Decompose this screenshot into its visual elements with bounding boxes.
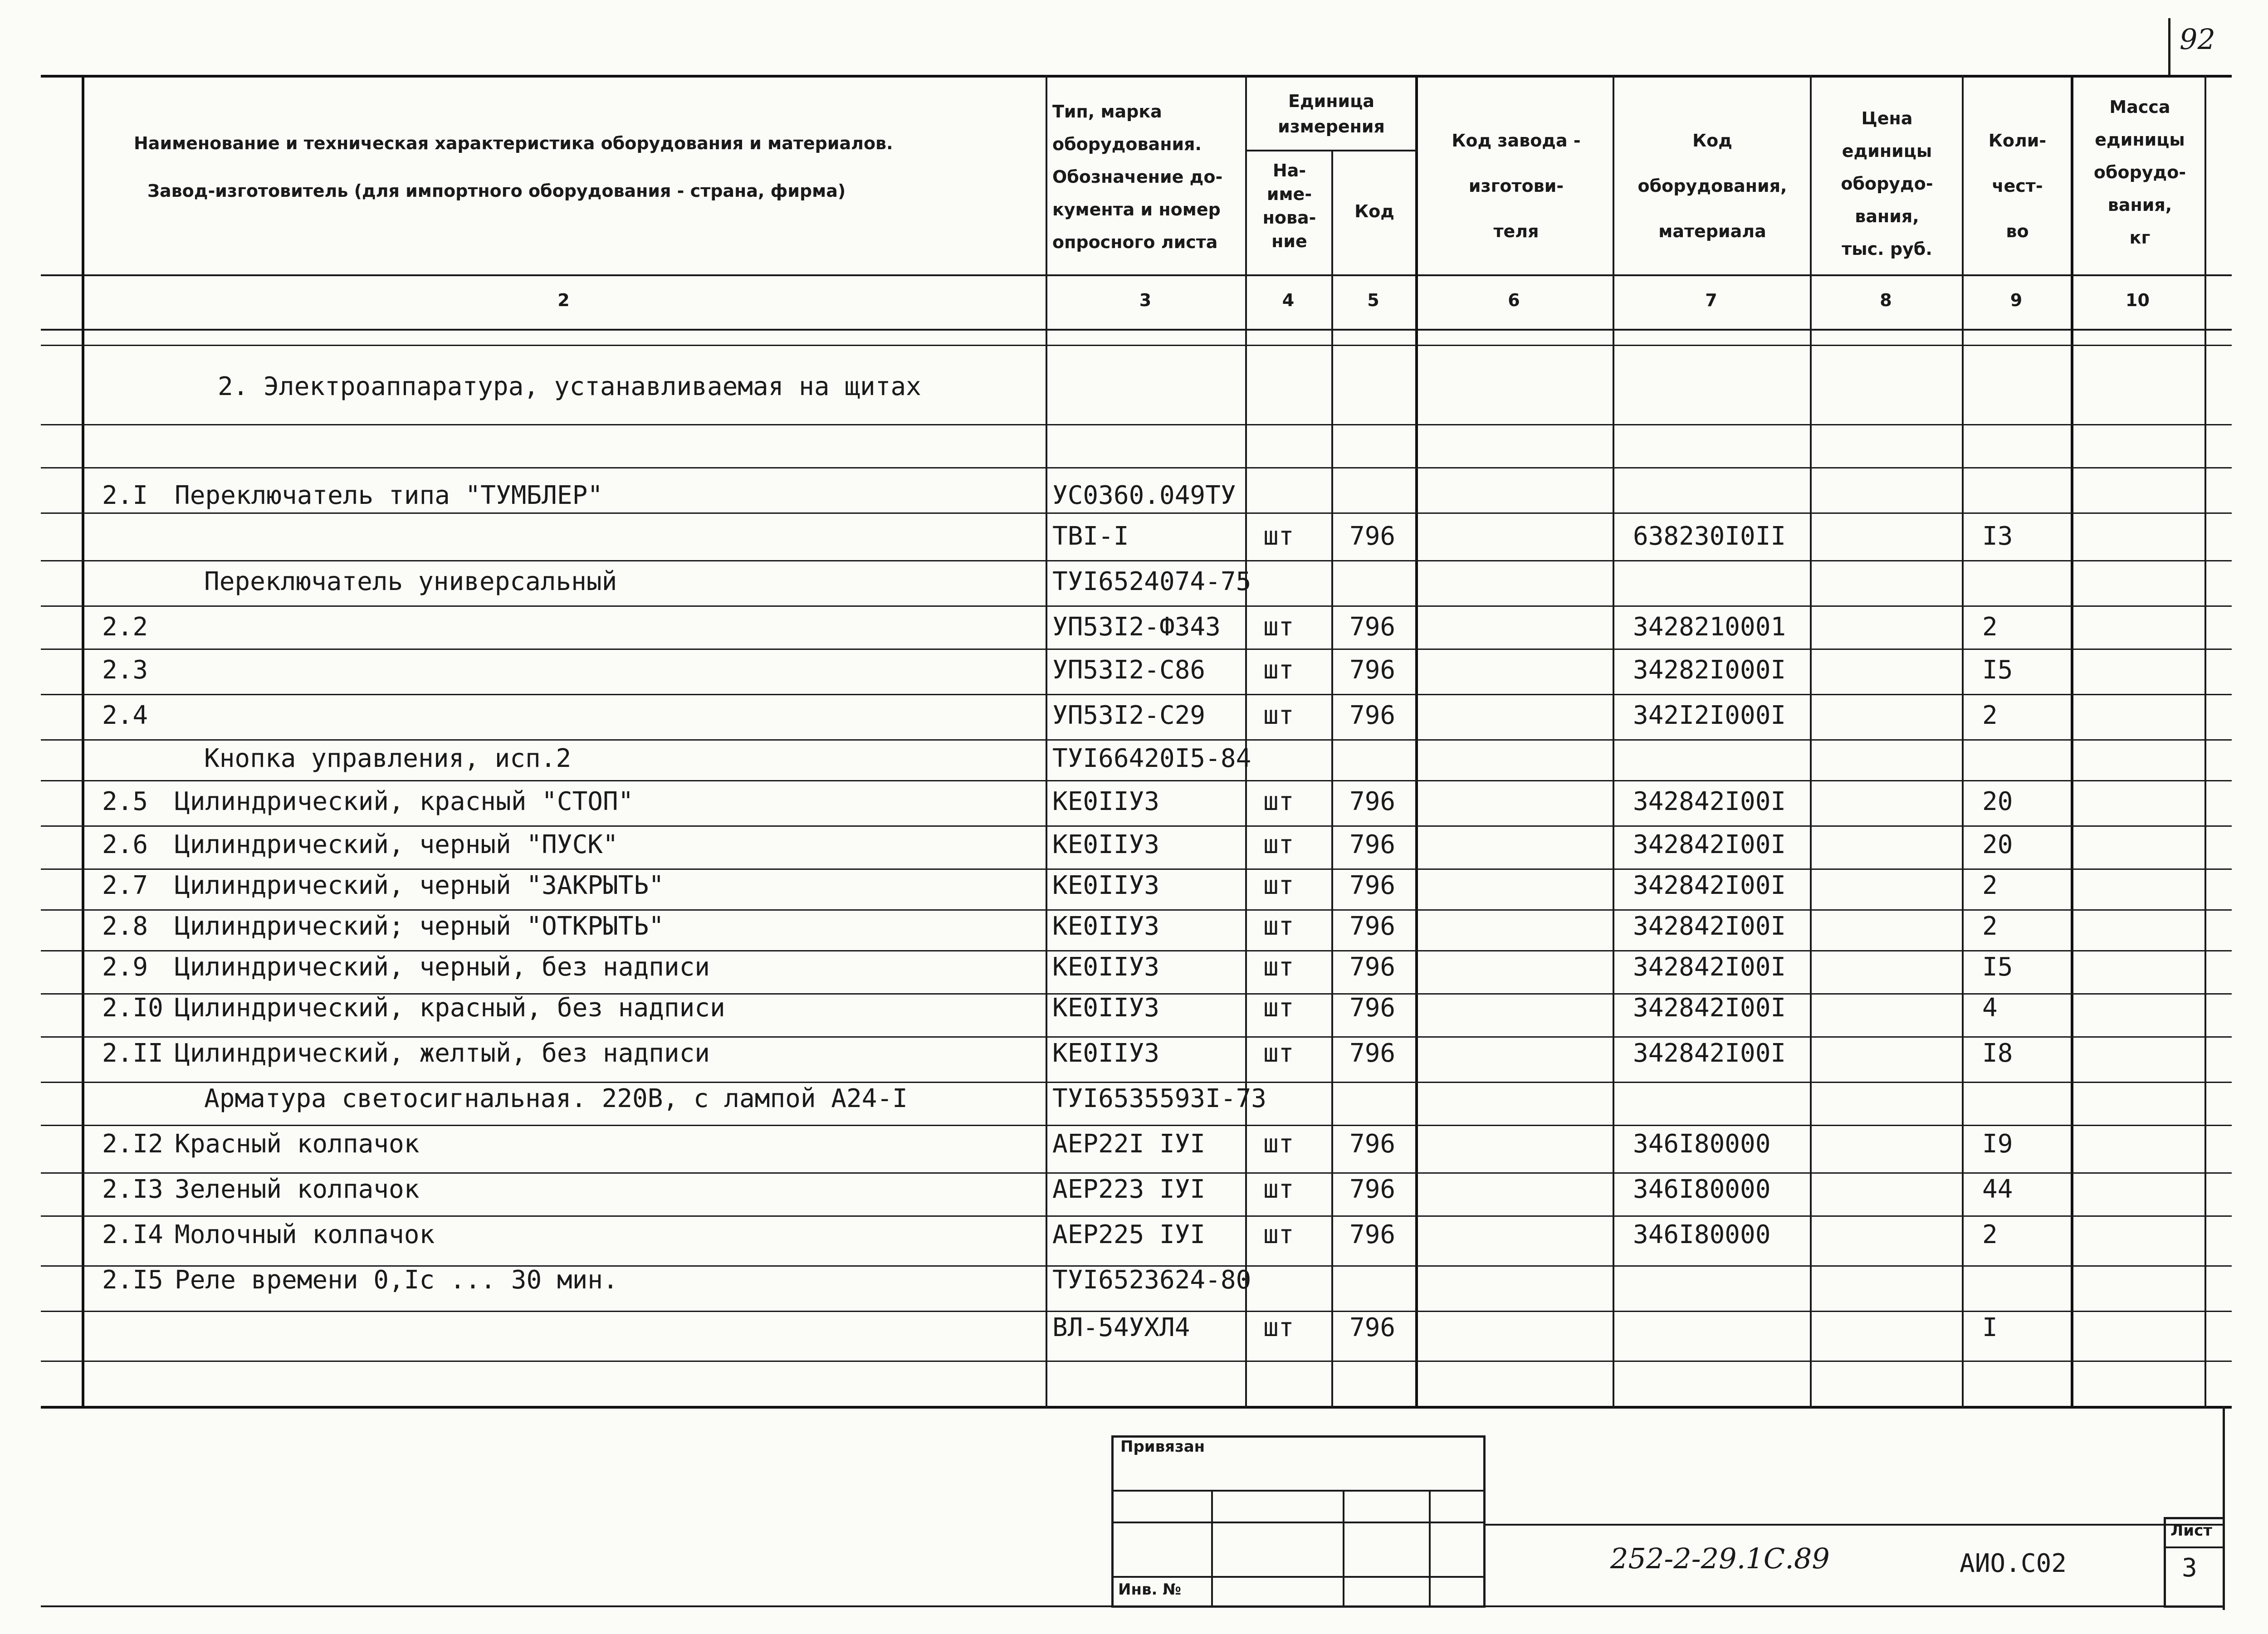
- col-line-right: [2204, 75, 2206, 1408]
- row-number: 2.I2: [102, 1129, 163, 1159]
- header-col6: [1420, 118, 1613, 254]
- sheet-label: Лист: [2170, 1522, 2212, 1540]
- header-unit-l1: Единица: [1288, 91, 1374, 111]
- header-col9-l1: Коли-: [1988, 131, 2047, 151]
- row-number: 2.4: [102, 701, 148, 730]
- row-material-code: 346I80000: [1633, 1129, 1771, 1159]
- row-quantity: 4: [1982, 993, 1998, 1023]
- row-name: Молочный колпачок: [175, 1220, 435, 1249]
- colnum-6: 6: [1508, 290, 1520, 310]
- privyazan-label: Привязан: [1120, 1438, 1205, 1456]
- row-number: 2.I4: [102, 1220, 163, 1249]
- col-line-10: [2071, 75, 2073, 1408]
- row-type: КЕ0IIУ3: [1052, 912, 1160, 941]
- colnum-2: 2: [557, 290, 570, 310]
- row-unit: шт: [1263, 655, 1294, 685]
- row-type: ТВI-I: [1052, 522, 1129, 551]
- row-quantity: I8: [1982, 1039, 2013, 1068]
- row-material-code: 342842I00I: [1633, 871, 1786, 900]
- table-top-border: [41, 75, 2232, 78]
- row-quantity: I5: [1982, 655, 2013, 685]
- row-unit: шт: [1263, 1220, 1294, 1249]
- header-col3-l1: Тип, марка: [1052, 102, 1162, 122]
- row-unit: шт: [1263, 1039, 1294, 1068]
- header-col7-l1: Код: [1692, 131, 1732, 151]
- row-number: 2.II: [102, 1039, 163, 1068]
- row-number: 2.8: [102, 912, 148, 941]
- row-material-code: 638230I0II: [1633, 522, 1786, 551]
- row-name: Цилиндрический, красный, без надписи: [175, 993, 725, 1023]
- row-number: 2.9: [102, 952, 148, 982]
- row-unit-code: 796: [1349, 701, 1396, 730]
- col-line-8: [1810, 75, 1812, 1408]
- row-quantity: 44: [1982, 1175, 2013, 1204]
- row-divider: [41, 560, 2232, 561]
- row-divider: [41, 512, 2232, 514]
- row-quantity: 2: [1982, 912, 1998, 941]
- row-type: КЕ0IIУ3: [1052, 830, 1160, 859]
- row-unit-code: 796: [1349, 1175, 1396, 1204]
- header-bottom-border: [41, 274, 2232, 276]
- row-material-code: 342842I00I: [1633, 912, 1786, 941]
- header-col7-l2: оборудования,: [1637, 176, 1787, 196]
- row-number: 2.3: [102, 655, 148, 685]
- row-divider: [41, 605, 2232, 607]
- row-unit: шт: [1263, 1175, 1294, 1204]
- header-col5: Код: [1354, 201, 1394, 221]
- row-quantity: 2: [1982, 871, 1998, 900]
- header-col3-l3: Обозначение до-: [1052, 167, 1223, 187]
- row-type: АЕР22I IУI: [1052, 1129, 1206, 1159]
- row-quantity: 2: [1982, 701, 1998, 730]
- header-col4: [1247, 159, 1331, 253]
- row-unit-code: 796: [1349, 612, 1396, 642]
- row-name: Цилиндрический, черный, без надписи: [175, 952, 710, 982]
- row-name: Цилиндрический, красный "СТОП": [175, 787, 634, 816]
- header-col10-l3: оборудо-: [2093, 162, 2186, 182]
- stamp-top-line: [1483, 1524, 2223, 1526]
- header-col2-line2: Завод-изготовитель (для импортного оборудования - страна, фирма): [147, 181, 846, 201]
- row-name: 2. Электроаппаратура, устанавливаемая на щитах: [218, 372, 921, 401]
- row-type: ТУI6535593I-73: [1052, 1084, 1267, 1113]
- header-col10-l4: вания,: [2107, 195, 2172, 215]
- header-col4-l1: На-: [1272, 161, 1306, 180]
- row-type: КЕ0IIУ3: [1052, 787, 1160, 816]
- row-number: 2.7: [102, 871, 148, 900]
- row-material-code: 342842I00I: [1633, 830, 1786, 859]
- header-col3: [1052, 95, 1243, 259]
- row-divider: [41, 345, 2232, 346]
- row-unit: шт: [1263, 522, 1294, 551]
- row-divider: [41, 649, 2232, 650]
- header-col10-l2: единицы: [2095, 130, 2185, 150]
- page-number: 92: [2180, 23, 2215, 56]
- row-divider: [41, 825, 2232, 827]
- unit-group-divider: [1245, 150, 1418, 151]
- row-unit-code: 796: [1349, 830, 1396, 859]
- privyazan-col1: [1211, 1490, 1213, 1608]
- row-unit-code: 796: [1349, 787, 1396, 816]
- header-col10-l1: Масса: [2109, 97, 2170, 117]
- row-number: 2.I: [102, 481, 148, 510]
- colnum-bottom-border: [41, 329, 2232, 331]
- row-type: УП53I2-С29: [1052, 701, 1206, 730]
- row-name: Цилиндрический, желтый, без надписи: [175, 1039, 710, 1068]
- row-unit: шт: [1263, 612, 1294, 642]
- doc-number: 252-2-29.1С.89: [1610, 1542, 1830, 1575]
- row-material-code: 346I80000: [1633, 1220, 1771, 1249]
- sheet-box-divider: [2164, 1546, 2225, 1548]
- row-material-code: 342842I00I: [1633, 993, 1786, 1023]
- row-quantity: I5: [1982, 952, 2013, 982]
- header-col8-l1: Цена: [1861, 108, 1913, 128]
- row-type: ТУI6523624-80: [1052, 1265, 1251, 1295]
- header-col7-l3: материала: [1658, 221, 1766, 241]
- header-col8-l4: вания,: [1855, 206, 1919, 226]
- col-line-7: [1613, 75, 1614, 1408]
- header-col10: [2075, 91, 2204, 254]
- row-quantity: 2: [1982, 612, 1998, 642]
- colnum-10: 10: [2126, 290, 2150, 310]
- table-bottom-border: [41, 1406, 2232, 1409]
- row-unit-code: 796: [1349, 1129, 1396, 1159]
- row-number: 2.I5: [102, 1265, 163, 1295]
- row-unit-code: 796: [1349, 1039, 1396, 1068]
- row-unit: шт: [1263, 830, 1294, 859]
- row-unit: шт: [1263, 871, 1294, 900]
- row-number: 2.6: [102, 830, 148, 859]
- row-name: Цилиндрический; черный "ОТКРЫТЬ": [175, 912, 664, 941]
- row-divider: [41, 1125, 2232, 1126]
- header-unit-l2: измерения: [1278, 117, 1385, 137]
- row-material-code: 342842I00I: [1633, 787, 1786, 816]
- row-quantity: 20: [1982, 787, 2013, 816]
- header-col4-l2: име-: [1266, 184, 1312, 204]
- privyazan-col2: [1343, 1490, 1344, 1608]
- row-type: ТУI6524074-75: [1052, 567, 1251, 596]
- row-material-code: 342842I00I: [1633, 952, 1786, 982]
- row-name: Арматура светосигнальная. 220В, с лампой А24-I: [204, 1084, 908, 1113]
- row-divider: [41, 950, 2232, 951]
- row-type: КЕ0IIУ3: [1052, 1039, 1160, 1068]
- header-col7: [1615, 118, 1810, 254]
- colnum-7: 7: [1705, 290, 1717, 310]
- row-name: Зеленый колпачок: [175, 1175, 420, 1204]
- row-type: ВЛ-54УХЛ4: [1052, 1313, 1190, 1342]
- row-number: 2.I3: [102, 1175, 163, 1204]
- row-number: 2.2: [102, 612, 148, 642]
- header-col8-l3: оборудо-: [1841, 174, 1933, 194]
- row-unit: шт: [1263, 701, 1294, 730]
- row-quantity: 2: [1982, 1220, 1998, 1249]
- row-divider: [41, 1311, 2232, 1312]
- col-line-6: [1415, 75, 1418, 1408]
- row-divider: [41, 909, 2232, 911]
- row-unit-code: 796: [1349, 871, 1396, 900]
- header-col8-l2: единицы: [1842, 141, 1932, 161]
- row-type: КЕ0IIУ3: [1052, 952, 1160, 982]
- row-quantity: I: [1982, 1313, 1998, 1342]
- row-divider: [41, 1036, 2232, 1038]
- row-divider: [41, 1082, 2232, 1083]
- row-name: Цилиндрический, черный "ПУСК": [175, 830, 618, 859]
- col-line-4: [1245, 75, 1247, 1408]
- col-line-9: [1962, 75, 1964, 1408]
- row-name: Цилиндрический, черный "ЗАКРЫТЬ": [175, 871, 664, 900]
- header-col2-line1: Наименование и техническая характеристика оборудования и материалов.: [134, 133, 893, 153]
- header-col3-l4: кумента и номер: [1052, 200, 1221, 219]
- row-name: Переключатель универсальный: [204, 567, 617, 596]
- row-quantity: I3: [1982, 522, 2013, 551]
- row-quantity: I9: [1982, 1129, 2013, 1159]
- header-col3-l5: опросного листа: [1052, 232, 1218, 252]
- row-type: УП53I2-С86: [1052, 655, 1206, 685]
- colnum-3: 3: [1139, 290, 1152, 310]
- col-line-left: [82, 75, 84, 1408]
- row-divider: [41, 739, 2232, 741]
- header-col9-l3: во: [2006, 221, 2029, 241]
- colnum-4: 4: [1282, 290, 1295, 310]
- row-name: Реле времени 0,Iс ... 30 мин.: [175, 1265, 618, 1295]
- row-unit: шт: [1263, 993, 1294, 1023]
- row-unit: шт: [1263, 787, 1294, 816]
- row-unit: шт: [1263, 952, 1294, 982]
- row-number: 2.I0: [102, 993, 163, 1023]
- row-unit-code: 796: [1349, 1313, 1396, 1342]
- row-unit-code: 796: [1349, 655, 1396, 685]
- header-col4-l3: нова-: [1262, 208, 1316, 228]
- colnum-8: 8: [1880, 290, 1892, 310]
- row-divider: [41, 1172, 2232, 1174]
- row-unit-code: 796: [1349, 993, 1396, 1023]
- page-bottom-line: [41, 1605, 2225, 1607]
- row-unit: шт: [1263, 1129, 1294, 1159]
- row-material-code: 346I80000: [1633, 1175, 1771, 1204]
- row-unit-code: 796: [1349, 952, 1396, 982]
- row-divider: [41, 868, 2232, 870]
- colnum-9: 9: [2010, 290, 2023, 310]
- inv-label: Инв. №: [1118, 1580, 1182, 1599]
- privyazan-col3: [1429, 1490, 1431, 1608]
- row-material-code: 342I2I000I: [1633, 701, 1786, 730]
- header-col9-l2: чест-: [1992, 176, 2043, 196]
- row-divider: [41, 694, 2232, 695]
- col-line-5: [1331, 150, 1333, 1408]
- row-type: УС0360.049ТУ: [1052, 481, 1236, 510]
- row-quantity: 20: [1982, 830, 2013, 859]
- row-unit-code: 796: [1349, 912, 1396, 941]
- row-type: АЕР223 IУI: [1052, 1175, 1206, 1204]
- row-unit: шт: [1263, 1313, 1294, 1342]
- row-type: АЕР225 IУI: [1052, 1220, 1206, 1249]
- header-col10-l5: кг: [2129, 228, 2151, 248]
- header-col4-l4: ние: [1271, 231, 1307, 251]
- row-unit-code: 796: [1349, 522, 1396, 551]
- doc-code: АИО.С02: [1960, 1549, 2067, 1578]
- header-col6-l1: Код завода -: [1452, 131, 1581, 151]
- header-col6-l2: изготови-: [1468, 176, 1564, 196]
- row-divider: [41, 424, 2232, 425]
- header-unit-group: [1247, 88, 1415, 139]
- row-material-code: 34282I000I: [1633, 655, 1786, 685]
- row-divider: [41, 467, 2232, 468]
- row-name: Переключатель типа "ТУМБЛЕР": [175, 481, 603, 510]
- header-col8: [1812, 102, 1962, 265]
- row-type: КЕ0IIУ3: [1052, 993, 1160, 1023]
- row-type: ТУI66420I5-84: [1052, 744, 1251, 773]
- row-material-code: 342842I00I: [1633, 1039, 1786, 1068]
- row-type: УП53I2-Ф343: [1052, 612, 1221, 642]
- row-divider: [41, 780, 2232, 781]
- header-col6-l3: теля: [1493, 221, 1539, 241]
- col-line-3: [1046, 75, 1047, 1408]
- sheet-number: 3: [2182, 1553, 2197, 1583]
- row-name: Кнопка управления, исп.2: [204, 744, 572, 773]
- row-name: Красный колпачок: [175, 1129, 420, 1159]
- row-unit-code: 796: [1349, 1220, 1396, 1249]
- row-type: КЕ0IIУ3: [1052, 871, 1160, 900]
- row-unit: шт: [1263, 912, 1294, 941]
- row-material-code: 3428210001: [1633, 612, 1786, 642]
- row-divider: [41, 1215, 2232, 1217]
- colnum-5: 5: [1367, 290, 1379, 310]
- row-divider: [41, 1361, 2232, 1362]
- row-number: 2.5: [102, 787, 148, 816]
- header-col8-l5: тыс. руб.: [1842, 239, 1932, 259]
- header-col9: [1964, 118, 2071, 254]
- header-col3-l2: оборудования.: [1052, 134, 1202, 154]
